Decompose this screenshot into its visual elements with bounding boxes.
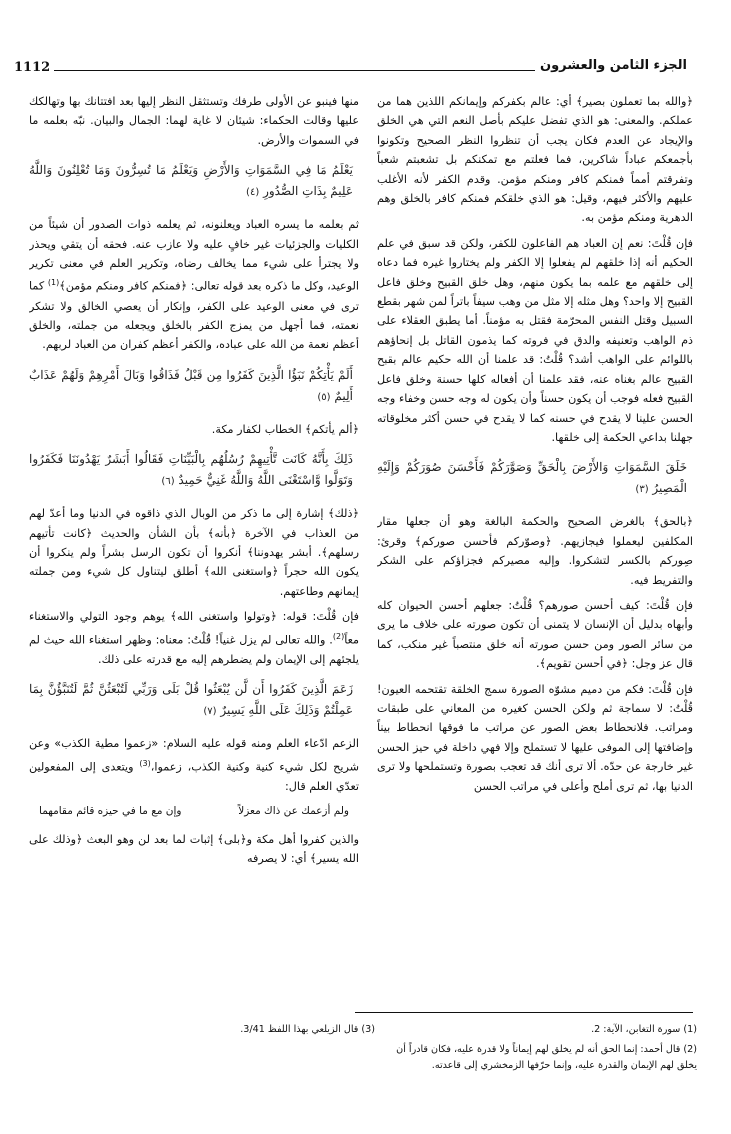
part-title: الجزء الثامن والعشرون <box>539 58 687 73</box>
footnote-ref: (2) <box>332 631 345 641</box>
verse-number: (٦) <box>161 476 175 488</box>
quran-verse <box>29 365 353 408</box>
paragraph <box>29 607 359 669</box>
header-rule <box>54 70 535 71</box>
paragraph-text: فإن قُلْتَ: قوله: ﴿وتولوا واستغنى الله﴾ يوهم وجود التولي والاستغناء معاً <box>29 610 359 647</box>
paragraph <box>29 734 359 796</box>
quran-verse <box>377 457 687 500</box>
paragraph-text: ويتعدى إلى المفعولين تعدّي العلم قال: <box>29 760 359 793</box>
quran-verse <box>29 679 353 722</box>
paragraph: منها فينبو عن الأولى طرفك وتستثقل النظر إليها بعد افتتانك بها وتهالكك عليها وقالت الحكماء: شيئان لا غاية لهما: الجمال والبيان. نبّه بعلمه ما في السموات والأرض. <box>29 95 359 147</box>
footnote: (1) سورة التغابن، الآية: 2. <box>591 1024 697 1035</box>
paragraph: ﴿ألم يأتكم﴾ الخطاب لكفار مكة. <box>211 422 359 436</box>
verse-text: يَعْلَمُ مَا فِي السَّمَوَاتِ وَالأَرْضِ وَيَعْلَمُ مَا تُسِرُّونَ وَمَا تُعْلِنُونَ وَاللَّهُ عَلِيمٌ بِذَاتِ الصُّدُورِ <box>29 163 353 199</box>
paragraph: ﴿والله بما تعملون بصير﴾ أي: عالم بكفركم وإيمانكم اللذين هما من عملكم. والمعنى: هو الذي تفضل عليكم بأصل النعم التي هي الخلق والإيجاد عن العدم فكان يجب أن تنظروا النظر الصحيح وتكونوا بأجمعكم عباداً شاكرين، فما فعلتم مع تمكنكم بل تشعبتم شعباً وتفرقتم أمماً فمنكم كافر ومنكم مؤمن. وقدم الكفر لأنه الأغلب عليهم والأكثر فيهم، وقيل: هو الذي خلقكم فمنكم كافر بالخلق وهم الدهرية ومنكم مؤمن به. <box>377 95 693 225</box>
verse-number: (٣) <box>635 484 649 496</box>
footnotes-left <box>150 1022 375 1042</box>
verse-text: ذَلِكَ بِأَنَّهُ كَانَت تَّأْتِيهِمْ رُسُلُهُم بِالْبَيِّنَاتِ فَقَالُوا أَبَشَرٌ يَهْدُونَنَا فَكَفَرُوا وَتَوَلَّوا وَّاسْتَغْنَى اللَّهُ وَاللَّهُ غَنِيٌّ حَمِيدٌ <box>29 452 353 488</box>
footnotes-right <box>377 1022 697 1078</box>
footnote-rule <box>355 1012 693 1013</box>
page-header <box>14 58 687 84</box>
page-number: 1112 <box>14 60 51 75</box>
paragraph <box>29 215 359 355</box>
verse-text: أَلَمْ يَأْتِكُمْ نَبَؤُا الَّذِينَ كَفَرُوا مِن قَبْلُ فَذَاقُوا وَبَالَ أَمْرِهِمْ وَلَهُمْ عَذَابٌ أَلِيمٌ <box>29 367 353 403</box>
left-column <box>29 92 359 962</box>
paragraph-text: . والله تعالى لم يزل غنياً! قُلْتُ: معناه: وظهر استغناء الله حيث لم يلجئهم إلى الإيمان ولم يضطرهم إليه مع قدرته على ذلك. <box>29 633 359 666</box>
verse-number: (٧) <box>203 706 217 718</box>
paragraph-text: كما ترى في معنى الوعيد على الكفر، وإنكار أن يعصي الخالق ولا تشكر نعمته، فما أجهل من يمزج الكفر بالخلق ويجعله من جملته، والخلق أعظم نعمة من الله على عباده، والكفر أعظم كفران من العباد لربهم. <box>29 280 359 352</box>
verse-text: زَعَمَ الَّذِينَ كَفَرُوا أَن لَّن يُبْعَثُوا قُلْ بَلَى وَرَبِّي لَتُبْعَثُنَّ ثُمَّ لَتُنَبَّؤُنَّ بِمَا عَمِلْتُمْ وَذَلِكَ عَلَى اللَّهِ يَسِيرٌ <box>29 682 353 718</box>
footnote-ref: (1) <box>47 278 60 288</box>
verse-number: (٥) <box>317 391 331 403</box>
paragraph: فإن قُلْتَ: فكم من دميم مشوّه الصورة سمج الخلقة تقتحمه العيون! قُلْتُ: لا سماجة ثم ولكن الحسن كغيره من المعاني على طبقات ومراتب. فلانحطاط بعض الصور عن مراتب ما فوقها انحطاط بيناً وإضافتها إلى الموفى عليها لا تستملح وإلا فهي داخلة في حيز الحسن غير خارجة عن حدّه. ألا ترى أنك قد تعجب بصورة وتستملحها ولا ترى الدنيا بها، ثم ترى أملح وأعلى في مراتب الحسن <box>377 682 693 793</box>
paragraph: فإن قُلْتَ: نعم إن العباد هم الفاعلون للكفر، ولكن قد سبق في علم الحكيم أنه إذا خلقهم لم يفعلوا إلا الكفر ولم يختاروا غيره فما دعاه إلى خلقهم مع علمه بما يكون منهم، وهل خلق القبيح وخلق فاعل القبيح إلا واحد؟ وهل مثله إلا مثل من وهب سيفاً باتراً لمن شهر بقطع السبيل وقتل النفس المحرّمة فقتل به مؤمناً. أما يطبق العقلاء على ذم الواهب وتعنيفه والدق في فروته كما يذمون القاتل بل إنحاؤهم باللوائم على الواهب أشد؟ قُلْتُ: قد علمنا أن الله حكيم عالم بقبح القبيح عالم بغناه عنه، فقد علمنا أن أفعاله كلها حسنة وخلق فاعل القبيح فعله فوجب أن يكون حسناً وأن يكون له وجه حسن وخفاء وجه الحسن علينا لا يقدح في حسنه كما لا يقدح في حسن أكثر مخلوقاته جهلنا بداعي الحكمة إلى خلقها. <box>377 236 693 444</box>
poem-hemistich: وإن مع ما في حيزه قائم مقامهما <box>39 805 182 818</box>
quran-verse <box>29 449 353 492</box>
quran-verse <box>29 160 353 203</box>
paragraph: ﴿بالحق﴾ بالغرض الصحيح والحكمة البالغة وهو أن جعلها مقار المكلفين ليعملوا فيجازيهم. ﴿وصوّركم فأحسن صوركم﴾ وقرئ: صِوركم بالكسر لتشكروا. وإليه مصيركم فجزاؤكم على الشكر والتفريط فيه. <box>377 515 693 587</box>
footnote: (2) قال أحمد: إنما الحق أنه لم يخلق لهم إيماناً ولا قدرة عليه، فكان قادراً أن يخلق لهم الإيمان والقدرة عليه، وإنما حرّفها الزمخشري إلى قاعدته. <box>396 1044 697 1071</box>
paragraph-text: الزعم ادّعاء العلم ومنه قوله عليه السلام: «زعموا مطية الكذب» وعن شريح لكل شيء كنية وكنية الكذب، زعموا، <box>29 737 359 774</box>
paragraph: ﴿ذلك﴾ إشارة إلى ما ذكر من الوبال الذي ذاقوه في الدنيا وما أعدّ لهم من العذاب في الآخرة ﴿بأنه﴾ بأن الشأن والحديث ﴿كانت تأتيهم رسلهم﴾. أبشر يهدوننا﴾ أنكروا أن تكون الرسل بشراً ولم ينكروا أن يكون الله حجراً ﴿واستغنى الله﴾ أطلق ليتناول كل شيء ومن جملته إيمانهم وطاعتهم. <box>29 507 359 598</box>
verse-text: خَلَقَ السَّمَوَاتِ وَالأَرْضَ بِالْحَقِّ وَصَوَّرَكُمْ فَأَحْسَنَ صُوَرَكُمْ وَإِلَيْهِ الْمَصِيرُ <box>377 460 687 496</box>
footnote-ref: (3) <box>139 758 151 768</box>
footnote: (3) قال الزيلعي بهذا اللفظ 3/41. <box>240 1024 375 1035</box>
poem-hemistich: ولم أزعمك عن ذاك معزلاً <box>238 805 349 818</box>
paragraph: فإن قُلْتَ: كيف أحسن صورهم؟ قُلْتُ: جعلهم أحسن الحيوان كله وأبهاه بدليل أن الإنسان لا يتمنى أن تكون صورته على خلاف ما يرى من سائر الصور ومن حسن صورته أنه خلق منتصباً غير منكب، كما قال عز وجل: ﴿في أحسن تقويم﴾. <box>377 598 693 671</box>
paragraph: والذين كفروا أهل مكة و﴿بلى﴾ إثبات لما بعد لن وهو البعث ﴿وذلك على الله يسير﴾ أي: لا يصرفه <box>29 832 359 865</box>
paragraph-text: ثم بعلمه ما يسره العباد ويعلنونه، ثم يعلمه ذوات الصدور أن شيئاً من الكليات والجزئيات غير خافٍ عليه ولا عازب عنه. فحقه أن يتقي ويحذر ولا يجترأ على شيء مما يخالف رضاه، وتكرير العلم في معنى تكرير الوعيد، وكل ما ذكره بعد قوله تعالى: ﴿فمنكم كافر ومنكم مؤمن﴾ <box>29 218 359 294</box>
poem-verse <box>39 802 349 821</box>
right-column <box>377 92 693 962</box>
verse-number: (٤) <box>246 187 260 199</box>
